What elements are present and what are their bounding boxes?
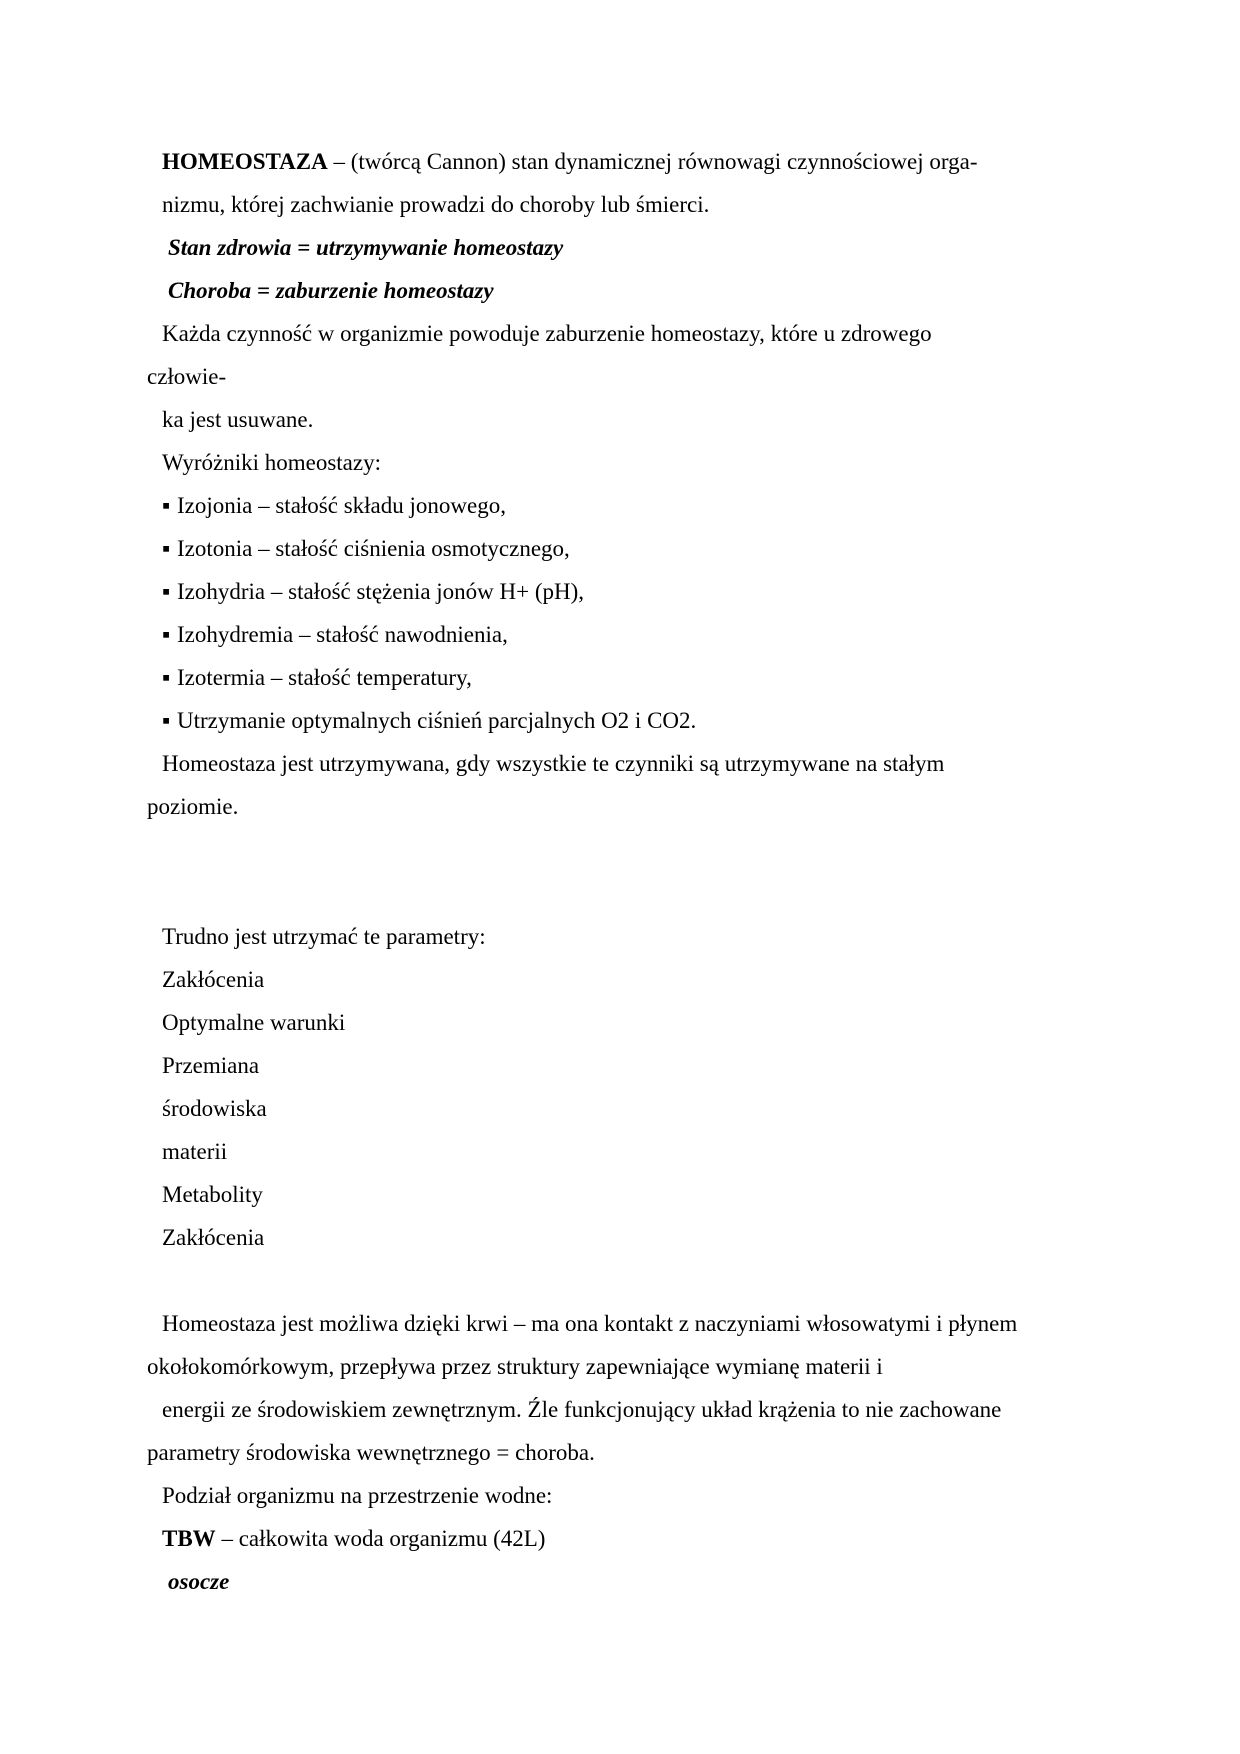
difficulty-item: Zakłócenia (162, 967, 265, 992)
feature-item (162, 491, 506, 521)
activity-line-2: człowie- (147, 364, 227, 389)
water-heading: Podział organizmu na przestrzenie wodne: (162, 1483, 553, 1508)
feature-text: Izojonia – stałość składu jonowego, (177, 493, 506, 518)
features-heading: Wyróżniki homeostazy: (162, 450, 381, 475)
feature-text: Utrzymanie optymalnych ciśnień parcjalnych O2 i CO2. (177, 708, 697, 733)
feature-text: Izotermia – stałość temperatury, (177, 665, 472, 690)
difficulty-item: środowiska (162, 1096, 267, 1121)
intro-definition: – (twórcą Cannon) stan dynamicznej równowagi czynnościowej orga- (327, 149, 978, 174)
feature-item (162, 706, 696, 736)
feature-item (162, 620, 508, 650)
intro-line-1 (162, 147, 977, 177)
difficulty-item: Przemiana (162, 1053, 260, 1078)
blood-line-1: Homeostaza jest możliwa dzięki krwi – ma ona kontakt z naczyniami włosowatymi i płynem (162, 1311, 1018, 1336)
health-definition: Stan zdrowia = utrzymywanie homeostazy (168, 235, 564, 260)
bullet-icon: ▪ (162, 579, 171, 604)
feature-item (162, 663, 472, 693)
bullet-icon: ▪ (162, 708, 171, 733)
plasma-label: osocze (168, 1569, 230, 1594)
bullet-icon: ▪ (162, 536, 171, 561)
term-homeostaza: HOMEOSTAZA (162, 149, 328, 174)
intro-line-2: nizmu, której zachwianie prowadzi do choroby lub śmierci. (162, 192, 710, 217)
activity-line-1: Każda czynność w organizmie powoduje zaburzenie homeostazy, które u zdrowego (162, 321, 932, 346)
difficulty-item: Metabolity (162, 1182, 263, 1207)
disease-definition: Choroba = zaburzenie homeostazy (168, 278, 494, 303)
blood-line-2: okołokomórkowym, przepływa przez struktury zapewniające wymianę materii i (147, 1354, 883, 1379)
summary-line-2: poziomie. (147, 794, 239, 819)
difficulty-item: materii (162, 1139, 228, 1164)
difficulty-heading: Trudno jest utrzymać te parametry: (162, 924, 486, 949)
bullet-icon: ▪ (162, 493, 171, 518)
feature-item (162, 534, 570, 564)
blood-line-4: parametry środowiska wewnętrznego = choroba. (147, 1440, 595, 1465)
tbw-line (162, 1524, 545, 1554)
bullet-icon: ▪ (162, 622, 171, 647)
feature-text: Izotonia – stałość ciśnienia osmotycznego, (177, 536, 570, 561)
feature-item (162, 577, 584, 607)
activity-line-3: ka jest usuwane. (162, 407, 314, 432)
difficulty-item: Optymalne warunki (162, 1010, 346, 1035)
bullet-icon: ▪ (162, 665, 171, 690)
difficulty-item: Zakłócenia (162, 1225, 265, 1250)
feature-text: Izohydremia – stałość nawodnienia, (177, 622, 508, 647)
feature-text: Izohydria – stałość stężenia jonów H+ (pH), (177, 579, 585, 604)
tbw-definition: – całkowita woda organizmu (42L) (215, 1526, 546, 1551)
tbw-term: TBW (162, 1526, 216, 1551)
blood-line-3: energii ze środowiskiem zewnętrznym. Źle funkcjonujący układ krążenia to nie zachowane (162, 1397, 1002, 1422)
summary-line-1: Homeostaza jest utrzymywana, gdy wszystkie te czynniki są utrzymywane na stałym (162, 751, 945, 776)
